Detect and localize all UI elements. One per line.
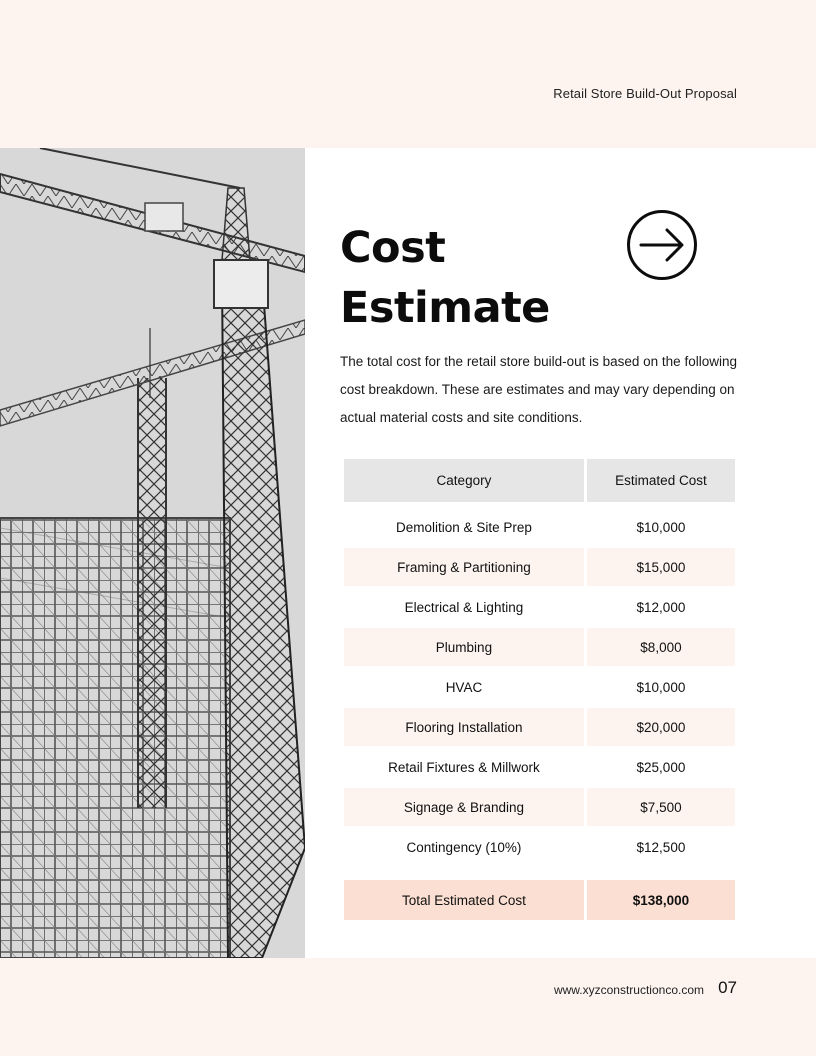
total-cost: $138,000 xyxy=(587,866,735,920)
cost-cell: $20,000 xyxy=(587,706,735,746)
column-header-estimated-cost: Estimated Cost xyxy=(587,459,735,502)
cost-cell: $10,000 xyxy=(587,502,735,546)
table-row xyxy=(344,786,735,826)
category-cell: Demolition & Site Prep xyxy=(344,502,584,546)
cost-cell: $10,000 xyxy=(587,666,735,706)
table-row xyxy=(344,666,735,706)
table-header-row xyxy=(344,459,735,502)
table-row xyxy=(344,826,735,866)
cost-cell: $12,000 xyxy=(587,586,735,626)
table-row xyxy=(344,626,735,666)
cost-cell: $8,000 xyxy=(587,626,735,666)
category-cell: HVAC xyxy=(344,666,584,706)
page-title-line1: Cost xyxy=(340,223,446,273)
footer-website-link[interactable]: www.xyzconstructionco.com xyxy=(553,983,704,997)
category-cell: Electrical & Lighting xyxy=(344,586,584,626)
cost-cell: $25,000 xyxy=(587,746,735,786)
category-cell: Signage & Branding xyxy=(344,786,584,826)
column-header-category: Category xyxy=(344,459,584,502)
cost-cell: $15,000 xyxy=(587,546,735,586)
cost-cell: $7,500 xyxy=(587,786,735,826)
page-title-line2: Estimate xyxy=(340,283,550,333)
table-row xyxy=(344,502,735,546)
table-row xyxy=(344,546,735,586)
total-label: Total Estimated Cost xyxy=(344,866,584,920)
category-cell: Retail Fixtures & Millwork xyxy=(344,746,584,786)
cost-table xyxy=(341,459,738,920)
page-title xyxy=(340,218,600,338)
table-row xyxy=(344,746,735,786)
table-row xyxy=(344,586,735,626)
document-header-title: Retail Store Build-Out Proposal xyxy=(553,86,737,101)
table-row xyxy=(344,706,735,746)
page-number: 07 xyxy=(718,978,737,997)
cost-cell: $12,500 xyxy=(587,826,735,866)
category-cell: Contingency (10%) xyxy=(344,826,584,866)
total-row xyxy=(344,866,735,920)
content-panel xyxy=(305,148,816,958)
category-cell: Framing & Partitioning xyxy=(344,546,584,586)
arrow-right-circle-icon xyxy=(625,208,699,282)
category-cell: Flooring Installation xyxy=(344,706,584,746)
intro-paragraph: The total cost for the retail store build-out is based on the following cost breakdown. These are estimates and may vary depending on actual material costs and site conditions. xyxy=(340,354,737,425)
category-cell: Plumbing xyxy=(344,626,584,666)
construction-photo xyxy=(0,148,305,958)
